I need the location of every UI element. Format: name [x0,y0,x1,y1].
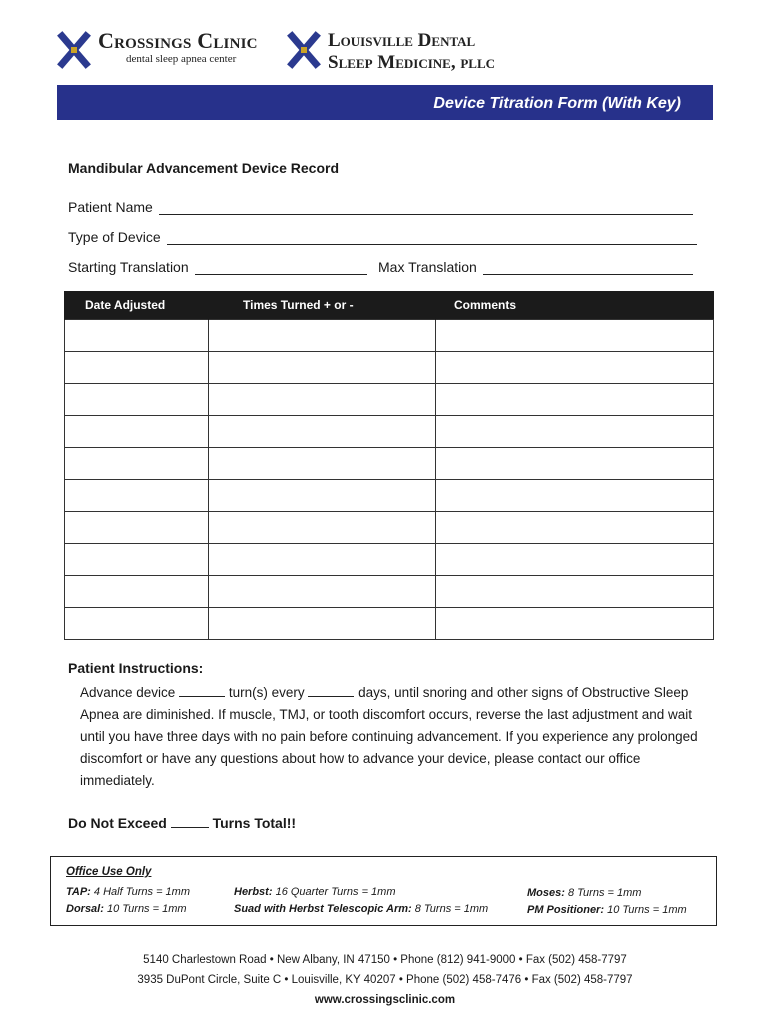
key-herbst: Herbst: 16 Quarter Turns = 1mm [234,886,396,898]
date-cell[interactable] [65,608,209,640]
comments-cell[interactable] [436,544,714,576]
logo-tagline: dental sleep apnea center [126,53,237,65]
date-cell[interactable] [65,320,209,352]
logo-line1: Louisville Dental [328,30,476,51]
device-type-label: Type of Device [68,229,161,245]
key-pm-positioner: PM Positioner: 10 Turns = 1mm [527,904,687,916]
table-row [65,544,714,576]
date-cell[interactable] [65,576,209,608]
patient-name-label: Patient Name [68,199,153,215]
date-cell[interactable] [65,544,209,576]
dne-part2: Turns Total!! [212,815,297,831]
do-not-exceed [68,815,296,831]
col-comments: Comments [436,291,714,320]
table-row [65,448,714,480]
turns-cell[interactable] [209,448,436,480]
table-row [65,320,714,352]
instructions-part3: days, until snoring and other signs of Obstructive Sleep Apnea are diminished. If muscle, TMJ, or tooth discomfort occurs, reverse the last adjustment and wait until you have three days with no pain before continuing advancement. If you experience any prolonged discomfort or have any questions about how to advance your device, please contact our office immediately. [80,685,698,788]
date-cell[interactable] [65,448,209,480]
office-use-box [50,856,717,926]
max-translation-field[interactable] [378,259,693,275]
starting-translation-field[interactable] [68,259,367,275]
table-row [65,608,714,640]
date-cell[interactable] [65,416,209,448]
turns-cell[interactable] [209,320,436,352]
comments-cell[interactable] [436,512,714,544]
footer [0,950,770,1010]
footer-website-link[interactable]: www.crossingsclinic.com [314,994,456,1006]
turns-cell[interactable] [209,576,436,608]
table-header-row [65,291,714,320]
starting-translation-line[interactable] [195,260,367,275]
table-row [65,480,714,512]
instructions-body [80,682,710,792]
louisville-dental-logo [286,30,495,74]
turns-cell[interactable] [209,512,436,544]
starting-translation-label: Starting Translation [68,259,189,275]
date-cell[interactable] [65,512,209,544]
instructions-part2: turn(s) every [228,685,305,700]
device-type-field[interactable] [68,229,697,245]
crossings-clinic-logo [56,30,258,70]
comments-cell[interactable] [436,320,714,352]
adjustment-table [64,291,714,640]
comments-cell[interactable] [436,352,714,384]
key-dorsal: Dorsal: 10 Turns = 1mm [66,903,187,915]
col-times-turned: Times Turned + or - [209,291,436,320]
instructions-title: Patient Instructions: [68,660,204,676]
date-cell[interactable] [65,384,209,416]
comments-cell[interactable] [436,480,714,512]
date-cell[interactable] [65,480,209,512]
turns-cell[interactable] [209,416,436,448]
comments-cell[interactable] [436,384,714,416]
cross-x-icon [286,30,322,70]
key-suad: Suad with Herbst Telescopic Arm: 8 Turns = 1mm [234,903,489,915]
logo-line2: Sleep Medicine, pllc [328,52,495,73]
comments-cell[interactable] [436,608,714,640]
instructions-part1: Advance device [80,685,176,700]
patient-name-line[interactable] [159,200,693,215]
device-key-col3 [527,885,687,919]
turns-cell[interactable] [209,608,436,640]
turns-cell[interactable] [209,384,436,416]
turns-cell[interactable] [209,544,436,576]
turns-blank[interactable] [179,684,225,697]
dne-part1: Do Not Exceed [68,815,167,831]
comments-cell[interactable] [436,448,714,480]
table-row [65,384,714,416]
table-row [65,512,714,544]
logo-name: Crossings Clinic [98,28,258,53]
office-use-title: Office Use Only [66,866,152,878]
patient-name-field[interactable] [68,199,693,215]
key-moses: Moses: 8 Turns = 1mm [527,887,642,899]
turns-cell[interactable] [209,480,436,512]
max-translation-line[interactable] [483,260,693,275]
table-row [65,416,714,448]
comments-cell[interactable] [436,576,714,608]
comments-cell[interactable] [436,416,714,448]
record-title: Mandibular Advancement Device Record [68,160,340,176]
device-key-col2 [234,884,488,918]
cross-x-icon [56,30,92,70]
footer-address-2: 3935 DuPont Circle, Suite C • Louisville, KY 40207 • Phone (502) 458-7476 • Fax (502) 458-7797 [137,974,633,986]
table-row [65,352,714,384]
turns-cell[interactable] [209,352,436,384]
device-key-col1 [66,884,190,918]
days-blank[interactable] [308,684,354,697]
max-translation-label: Max Translation [378,259,477,275]
total-turns-blank[interactable] [171,815,209,828]
device-type-line[interactable] [167,230,697,245]
form-title-banner: Device Titration Form (With Key) [57,85,713,120]
date-cell[interactable] [65,352,209,384]
col-date-adjusted: Date Adjusted [65,291,209,320]
table-row [65,576,714,608]
key-tap: TAP: 4 Half Turns = 1mm [66,886,190,898]
footer-address-1: 5140 Charlestown Road • New Albany, IN 47150 • Phone (812) 941-9000 • Fax (502) 458-7797 [143,954,627,966]
